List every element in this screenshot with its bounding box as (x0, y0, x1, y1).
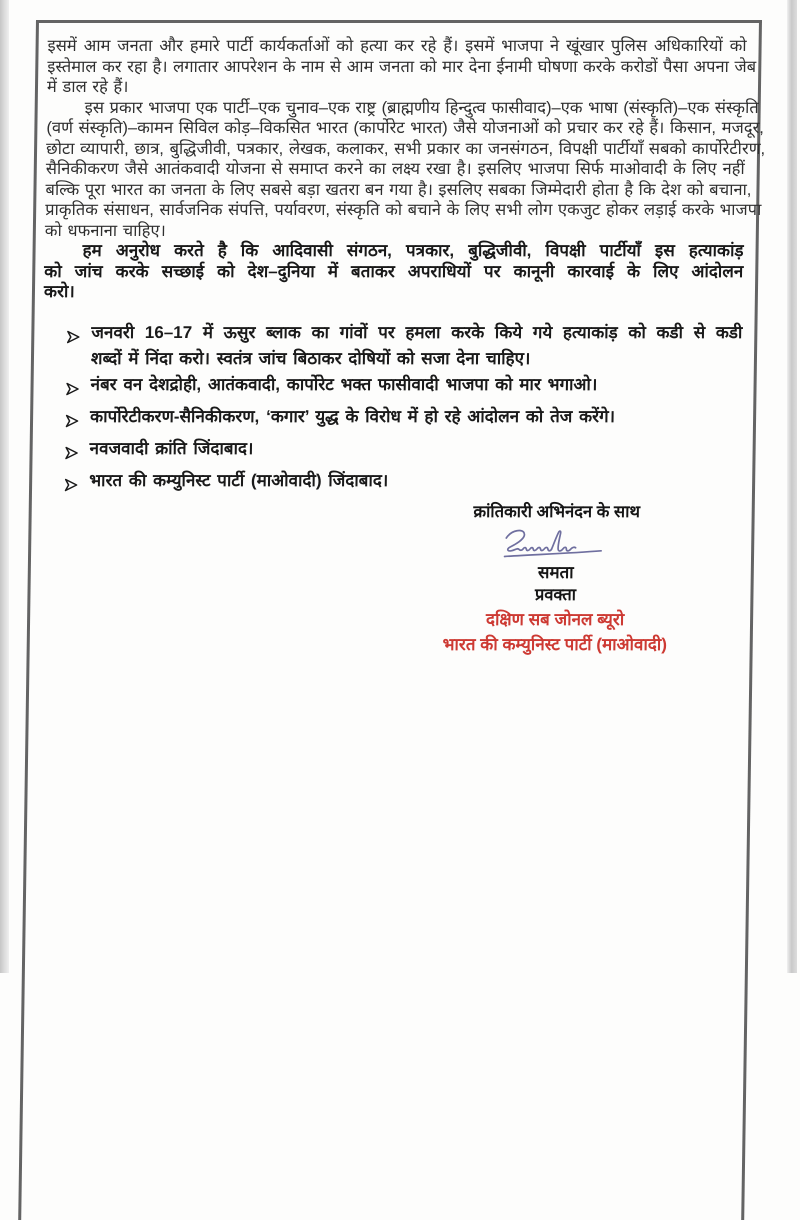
paragraph (44, 98, 766, 242)
demand-list (41, 320, 743, 500)
text-line: करो। (43, 282, 75, 301)
scan-edge-right (787, 0, 797, 973)
bullet-item (65, 372, 741, 404)
text-line: इसमें आम जनता और हमारे पार्टी कार्यकर्ताओं को हत्या कर रहे हैं। इसमें भाजपा ने खूंखार पुलिस अधिकारियों को (47, 37, 747, 55)
text-line: शब्दों में निंदा करो। स्वतंत्र जांच बिठाकर दोषियों को सजा देना चाहिए। (90, 348, 531, 368)
text-line: सैनिकीकरण जैसे आतंकवादी योजना से समाप्त करने का लक्ष्य रखा है। इसलिए भाजपा सिर्फ माओवादी के लिए नहीं (45, 160, 745, 178)
signature-block (390, 501, 722, 656)
text-line: को जांच करके सच्छाई को देश–दुनिया में बताकर अपराधियों पर कानूनी कारवाई के लिए आंदोलन (44, 261, 744, 281)
bullet-item (64, 436, 740, 468)
bureau-name: दक्षिण सब जोनल ब्यूरो (485, 609, 625, 629)
text-line: इस्तेमाल कर रहा है। लगातार आपरेशन के नाम से आम जनता को मार देना ईनामी घोषणा करके करोडों पैसा अपना जेब (47, 57, 757, 76)
bullet-text (91, 320, 743, 372)
bullet-item (66, 320, 743, 372)
bullet-item (64, 468, 740, 500)
bullet-text (89, 436, 740, 468)
spokesperson-name: समता (537, 562, 574, 582)
bullet-text (90, 372, 741, 404)
text-line: प्राकृतिक संसाधन, सार्वजनिक संपत्ति, पर्यावरण, संस्कृति को बचाने के लिए सभी लोग एकजुट होकर लड़ाई करके भाजपा (45, 201, 762, 219)
bullet-arrow-icon (66, 326, 81, 372)
paragraph (44, 241, 744, 303)
text-line: बल्कि पूरा भारत का जनता के लिए सबसे बड़ा खतरा बन गया है। इसलिए सबका जिम्मेदारी होता है कि देश को बचाना, (45, 180, 752, 199)
text-line: नवजवादी क्रांति जिंदाबाद। (89, 438, 254, 458)
signature-stroke (505, 530, 602, 556)
bullet-arrow-icon (64, 474, 78, 500)
bullet-arrow-icon (65, 410, 79, 436)
bullet-text (89, 468, 740, 500)
document-border-box (18, 20, 766, 1220)
paragraph (46, 36, 757, 98)
bullet-item (65, 404, 741, 436)
text-line: छोटा व्यापारी, छात्र, बुद्धिजीवी, पत्रकार, लेखक, कलाकर, सभी प्रकार का जनसंगठन, विपक्षी पार्टीयाँ सबको कार्पोरेटीरण, (45, 139, 766, 158)
scan-edge-left (0, 0, 9, 973)
text-line: को धफनाना चाहिए। (44, 221, 167, 240)
text-line: हम अनुरोध करते है कि आदिवासी संगठन, पत्रकार, बुद्धिजीवी, विपक्षी पार्टीयाँ इस हत्याकांड़ (82, 241, 744, 260)
salutation: क्रांतिकारी अभिनंदन के साथ (473, 502, 641, 521)
handwritten-signature (497, 527, 615, 559)
body-paragraphs (43, 36, 766, 303)
text-line: जनवरी 16–17 में ऊसुर ब्लाक का गांवों पर हमला करके किये गये हत्याकांड़ को कडी से कडी (91, 322, 743, 342)
text-line: नंबर वन देशद्रोही, आतंकवादी, कार्पोरेट भक्त फासीवादी भाजपा को मार भगाओ। (90, 374, 598, 394)
text-line: कार्पोरेटीकरण-सैनिकीकरण, ‘कगार’ युद्ध के विरोध में हो रहे आंदोलन को तेज करेंगे। (89, 406, 616, 426)
bullet-arrow-icon (65, 378, 79, 404)
bullet-arrow-icon (64, 442, 78, 468)
party-name: भारत की कम्युनिस्ट पार्टी (माओवादी) (442, 634, 668, 654)
spokesperson-role: प्रवक्ता (534, 585, 577, 604)
text-line: में डाल रहे हैं। (46, 78, 129, 96)
text-line: (वर्ण संस्कृति)–कामन सिविल कोड़–विकसित भारत (कार्पोरेट भारत) जैसे योजनाओं को प्रचार कर रहे हैं। किसान, मजदूर, (46, 119, 764, 137)
text-line: भारत की कम्युनिस्ट पार्टी (माओवादी) जिंदाबाद। (89, 470, 389, 490)
text-line: इस प्रकार भाजपा एक पार्टी–एक चुनाव–एक राष्ट्र (ब्राह्मणीय हिन्दुत्व फासीवाद)–एक भाषा (संस्कृति)–एक संस्कृति (84, 98, 759, 117)
bullet-text (90, 404, 741, 436)
